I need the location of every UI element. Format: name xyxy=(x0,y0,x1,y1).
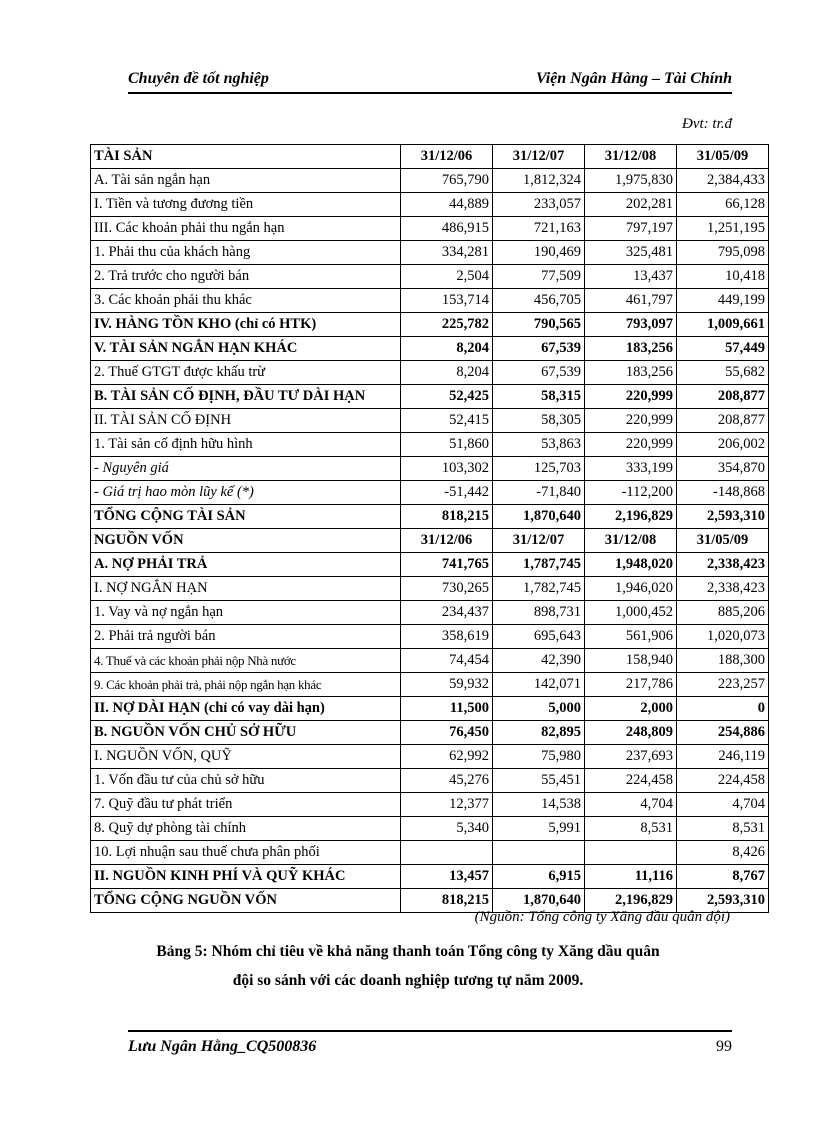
row-label: II. TÀI SẢN CỐ ĐỊNH xyxy=(91,409,401,433)
row-value: 13,437 xyxy=(585,265,677,289)
table-row xyxy=(91,769,769,793)
row-value: 2,504 xyxy=(401,265,493,289)
table-row xyxy=(91,697,769,721)
table-row xyxy=(91,601,769,625)
table-row xyxy=(91,721,769,745)
row-label: 1. Tài sản cố định hữu hình xyxy=(91,433,401,457)
row-value: 2,196,829 xyxy=(585,889,677,913)
row-value: 220,999 xyxy=(585,409,677,433)
row-value: 220,999 xyxy=(585,385,677,409)
table-row xyxy=(91,169,769,193)
row-value: 10,418 xyxy=(677,265,769,289)
row-value: 1,787,745 xyxy=(493,553,585,577)
caption-line-2: đội so sánh với các doanh nghiệp tương tự năm 2009. xyxy=(232,972,584,989)
table-row xyxy=(91,529,769,553)
row-value: 62,992 xyxy=(401,745,493,769)
row-value: 208,877 xyxy=(677,409,769,433)
row-value: 45,276 xyxy=(401,769,493,793)
row-value: 11,116 xyxy=(585,865,677,889)
table-row xyxy=(91,433,769,457)
table-row xyxy=(91,145,769,169)
row-value: 202,281 xyxy=(585,193,677,217)
row-value: 1,948,020 xyxy=(585,553,677,577)
table-row xyxy=(91,673,769,697)
table-row xyxy=(91,385,769,409)
table-row xyxy=(91,457,769,481)
row-value: 246,119 xyxy=(677,745,769,769)
row-value: 217,786 xyxy=(585,673,677,697)
row-value: 190,469 xyxy=(493,241,585,265)
row-value: 11,500 xyxy=(401,697,493,721)
row-value: 67,539 xyxy=(493,337,585,361)
row-value: 31/12/08 xyxy=(585,145,677,169)
row-value: 730,265 xyxy=(401,577,493,601)
row-value: 8,204 xyxy=(401,337,493,361)
row-value: 103,302 xyxy=(401,457,493,481)
row-value: 31/12/07 xyxy=(493,529,585,553)
row-label: B. NGUỒN VỐN CHỦ SỞ HỮU xyxy=(91,721,401,745)
row-value: 2,000 xyxy=(585,697,677,721)
row-value: 55,451 xyxy=(493,769,585,793)
table-row xyxy=(91,505,769,529)
row-value: 237,693 xyxy=(585,745,677,769)
row-value: 1,020,073 xyxy=(677,625,769,649)
row-value: 561,906 xyxy=(585,625,677,649)
row-value: 234,437 xyxy=(401,601,493,625)
row-label: - Giá trị hao mòn lũy kế (*) xyxy=(91,481,401,505)
row-value: 142,071 xyxy=(493,673,585,697)
page-number: 99 xyxy=(716,1038,732,1055)
row-value: 1,009,661 xyxy=(677,313,769,337)
row-label: IV. HÀNG TỒN KHO (chỉ có HTK) xyxy=(91,313,401,337)
row-value: 1,000,452 xyxy=(585,601,677,625)
caption-line-1: Bảng 5: Nhóm chỉ tiêu về khả năng thanh toán Tổng công ty Xăng dầu quân xyxy=(156,943,660,960)
row-value: 358,619 xyxy=(401,625,493,649)
row-value: 248,809 xyxy=(585,721,677,745)
table-row xyxy=(91,217,769,241)
row-value: 0 xyxy=(677,697,769,721)
table-row xyxy=(91,793,769,817)
row-label: A. NỢ PHẢI TRẢ xyxy=(91,553,401,577)
row-value: 53,863 xyxy=(493,433,585,457)
row-value: 31/12/06 xyxy=(401,145,493,169)
row-value: 125,703 xyxy=(493,457,585,481)
row-label: 1. Vay và nợ ngắn hạn xyxy=(91,601,401,625)
row-value: 208,877 xyxy=(677,385,769,409)
row-value: 456,705 xyxy=(493,289,585,313)
row-value: 333,199 xyxy=(585,457,677,481)
table-row xyxy=(91,841,769,865)
row-value: 898,731 xyxy=(493,601,585,625)
row-value: 797,197 xyxy=(585,217,677,241)
row-value: 76,450 xyxy=(401,721,493,745)
row-value: 2,196,829 xyxy=(585,505,677,529)
row-label: 8. Quỹ dự phòng tài chính xyxy=(91,817,401,841)
row-value: 74,454 xyxy=(401,649,493,673)
row-value: 1,946,020 xyxy=(585,577,677,601)
row-label: V. TÀI SẢN NGẮN HẠN KHÁC xyxy=(91,337,401,361)
row-value: 233,057 xyxy=(493,193,585,217)
row-label: I. NỢ NGẮN HẠN xyxy=(91,577,401,601)
row-value: 8,531 xyxy=(677,817,769,841)
row-label: TÀI SẢN xyxy=(91,145,401,169)
row-value: 354,870 xyxy=(677,457,769,481)
row-value: 818,215 xyxy=(401,889,493,913)
row-value: 225,782 xyxy=(401,313,493,337)
row-label: II. NGUỒN KINH PHÍ VÀ QUỸ KHÁC xyxy=(91,865,401,889)
row-value: 1,812,324 xyxy=(493,169,585,193)
table-row xyxy=(91,337,769,361)
row-value: 5,991 xyxy=(493,817,585,841)
row-value: 2,593,310 xyxy=(677,505,769,529)
header-left: Chuyên đề tốt nghiệp xyxy=(128,70,269,87)
table-row xyxy=(91,361,769,385)
row-label: I. Tiền và tương đương tiền xyxy=(91,193,401,217)
row-label: A. Tài sản ngắn hạn xyxy=(91,169,401,193)
row-value: 1,975,830 xyxy=(585,169,677,193)
row-value: -71,840 xyxy=(493,481,585,505)
row-value: 8,767 xyxy=(677,865,769,889)
row-value: -112,200 xyxy=(585,481,677,505)
row-value: 325,481 xyxy=(585,241,677,265)
row-value: 8,204 xyxy=(401,361,493,385)
row-value: 461,797 xyxy=(585,289,677,313)
row-value: 334,281 xyxy=(401,241,493,265)
row-value: -51,442 xyxy=(401,481,493,505)
row-value: 188,300 xyxy=(677,649,769,673)
row-label: B. TÀI SẢN CỐ ĐỊNH, ĐẦU TƯ DÀI HẠN xyxy=(91,385,401,409)
row-value: 4,704 xyxy=(585,793,677,817)
row-value: 44,889 xyxy=(401,193,493,217)
balance-sheet-table xyxy=(90,144,769,913)
page-header xyxy=(128,68,732,94)
row-value: 741,765 xyxy=(401,553,493,577)
row-label: 3. Các khoản phải thu khác xyxy=(91,289,401,313)
row-value: 790,565 xyxy=(493,313,585,337)
row-value: 12,377 xyxy=(401,793,493,817)
table-row xyxy=(91,409,769,433)
row-value: 82,895 xyxy=(493,721,585,745)
row-value: 1,782,745 xyxy=(493,577,585,601)
header-right: Viện Ngân Hàng – Tài Chính xyxy=(535,70,732,87)
row-value: 57,449 xyxy=(677,337,769,361)
row-value: 220,999 xyxy=(585,433,677,457)
table-row xyxy=(91,193,769,217)
row-value: 183,256 xyxy=(585,361,677,385)
row-value: 14,538 xyxy=(493,793,585,817)
row-label: 1. Phải thu của khách hàng xyxy=(91,241,401,265)
row-value: 183,256 xyxy=(585,337,677,361)
row-label: 1. Vốn đầu tư của chủ sở hữu xyxy=(91,769,401,793)
row-value: 153,714 xyxy=(401,289,493,313)
row-value: 223,257 xyxy=(677,673,769,697)
row-label: I. NGUỒN VỐN, QUỸ xyxy=(91,745,401,769)
source-note: (Nguồn: Tổng công ty Xăng dầu quân đội) xyxy=(474,909,730,925)
row-value: 158,940 xyxy=(585,649,677,673)
row-value: 52,425 xyxy=(401,385,493,409)
row-value: 1,870,640 xyxy=(493,889,585,913)
table-row xyxy=(91,553,769,577)
unit-label: Đvt: tr.đ xyxy=(682,116,732,132)
row-value: 793,097 xyxy=(585,313,677,337)
row-value: 31/12/08 xyxy=(585,529,677,553)
row-value: 75,980 xyxy=(493,745,585,769)
table-row xyxy=(91,625,769,649)
row-value: 31/05/09 xyxy=(677,145,769,169)
row-value: 13,457 xyxy=(401,865,493,889)
row-value: 795,098 xyxy=(677,241,769,265)
row-value: 2,384,433 xyxy=(677,169,769,193)
row-label: - Nguyên giá xyxy=(91,457,401,481)
row-value: 66,128 xyxy=(677,193,769,217)
row-value: 206,002 xyxy=(677,433,769,457)
row-label: 2. Trả trước cho người bán xyxy=(91,265,401,289)
row-value: 818,215 xyxy=(401,505,493,529)
row-value: 6,915 xyxy=(493,865,585,889)
row-label: III. Các khoản phải thu ngắn hạn xyxy=(91,217,401,241)
row-label: TỔNG CỘNG TÀI SẢN xyxy=(91,505,401,529)
row-value: 51,860 xyxy=(401,433,493,457)
row-value: 721,163 xyxy=(493,217,585,241)
row-value: 765,790 xyxy=(401,169,493,193)
row-value: 31/12/06 xyxy=(401,529,493,553)
table-row xyxy=(91,313,769,337)
table-row xyxy=(91,865,769,889)
row-label: TỔNG CỘNG NGUỒN VỐN xyxy=(91,889,401,913)
row-label: 2. Phải trả người bán xyxy=(91,625,401,649)
row-value: 42,390 xyxy=(493,649,585,673)
row-value: 77,509 xyxy=(493,265,585,289)
row-value xyxy=(585,841,677,865)
row-value: 2,338,423 xyxy=(677,577,769,601)
row-label: 7. Quỹ đầu tư phát triển xyxy=(91,793,401,817)
table-row xyxy=(91,481,769,505)
row-value: 1,870,640 xyxy=(493,505,585,529)
row-value: 55,682 xyxy=(677,361,769,385)
table-row xyxy=(91,289,769,313)
row-value: -148,868 xyxy=(677,481,769,505)
row-value: 8,531 xyxy=(585,817,677,841)
table-row xyxy=(91,577,769,601)
table-row xyxy=(91,265,769,289)
table-row xyxy=(91,817,769,841)
footer-author: Lưu Ngân Hằng_CQ500836 xyxy=(128,1038,317,1055)
row-value: 2,593,310 xyxy=(677,889,769,913)
table-row xyxy=(91,241,769,265)
row-value: 31/12/07 xyxy=(493,145,585,169)
row-value: 67,539 xyxy=(493,361,585,385)
row-value: 224,458 xyxy=(585,769,677,793)
table-row xyxy=(91,649,769,673)
row-label: 2. Thuế GTGT được khấu trừ xyxy=(91,361,401,385)
row-value: 58,315 xyxy=(493,385,585,409)
row-label: NGUỒN VỐN xyxy=(91,529,401,553)
table-row xyxy=(91,745,769,769)
row-value: 885,206 xyxy=(677,601,769,625)
row-value: 1,251,195 xyxy=(677,217,769,241)
row-value: 254,886 xyxy=(677,721,769,745)
row-label: 9. Các khoản phải trả, phải nộp ngắn hạn khác xyxy=(91,673,401,697)
row-value xyxy=(401,841,493,865)
row-value: 224,458 xyxy=(677,769,769,793)
row-value: 59,932 xyxy=(401,673,493,697)
row-value: 2,338,423 xyxy=(677,553,769,577)
row-value: 52,415 xyxy=(401,409,493,433)
row-value: 695,643 xyxy=(493,625,585,649)
row-value: 31/05/09 xyxy=(677,529,769,553)
row-value: 5,000 xyxy=(493,697,585,721)
row-value: 58,305 xyxy=(493,409,585,433)
row-label: 4. Thuế và các khoản phải nộp Nhà nước xyxy=(91,649,401,673)
row-value xyxy=(493,841,585,865)
row-value: 5,340 xyxy=(401,817,493,841)
row-value: 486,915 xyxy=(401,217,493,241)
row-label: II. NỢ DÀI HẠN (chỉ có vay dài hạn) xyxy=(91,697,401,721)
row-value: 8,426 xyxy=(677,841,769,865)
row-label: 10. Lợi nhuận sau thuế chưa phân phối xyxy=(91,841,401,865)
page-footer xyxy=(128,1030,732,1060)
row-value: 4,704 xyxy=(677,793,769,817)
row-value: 449,199 xyxy=(677,289,769,313)
